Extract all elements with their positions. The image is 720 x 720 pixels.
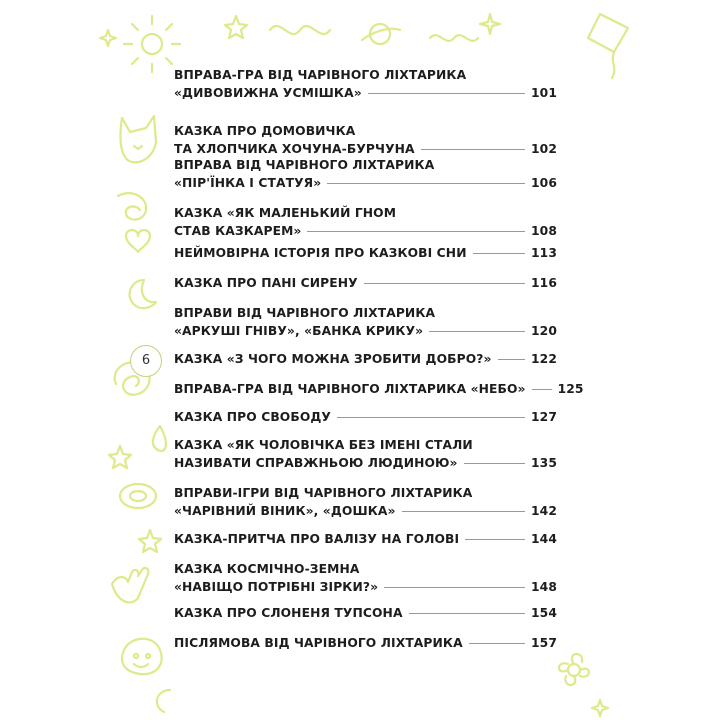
- toc-leader-line: [532, 389, 552, 390]
- sparkle-doodle-icon: [592, 700, 608, 716]
- toc-entry-page: 125: [557, 382, 584, 396]
- toc-entry[interactable]: [174, 560, 557, 596]
- sparkle-doodle-icon: [480, 14, 500, 34]
- toc-entry[interactable]: [174, 380, 584, 398]
- toc-entry[interactable]: [174, 530, 557, 548]
- toc-entry-title-line: «ДИВОВИЖНА УСМІШКА»: [174, 86, 362, 100]
- toc-entry-title-line: ВПРАВА ВІД ЧАРІВНОГО ЛІХТАРИКА: [174, 158, 435, 172]
- toc-entry-page: 120: [531, 324, 557, 338]
- toc-entry-title-line: КАЗКА ПРО ПАНІ СИРЕНУ: [174, 276, 358, 290]
- heart-doodle-icon: [126, 230, 150, 252]
- squiggle-doodle-icon: [270, 26, 330, 34]
- toc-entry-title-line: КАЗКА ПРО СЛОНЕНЯ ТУПСОНА: [174, 606, 403, 620]
- moon-doodle-icon: [130, 280, 156, 308]
- sparkle-doodle-icon: [100, 30, 116, 46]
- toc-leader-line: [307, 231, 525, 232]
- toc-entry[interactable]: [174, 484, 557, 520]
- toc-entry-title-line: НЕЙМОВІРНА ІСТОРІЯ ПРО КАЗКОВІ СНИ: [174, 246, 467, 260]
- toc-leader-line: [337, 417, 525, 418]
- toc-leader-line: [498, 359, 525, 360]
- planet-doodle-icon: [362, 24, 400, 44]
- toc-entry-title-line: «НАВІЩО ПОТРІБНІ ЗІРКИ?»: [174, 580, 379, 594]
- toc-leader-line: [402, 511, 525, 512]
- star-doodle-icon: [225, 16, 247, 38]
- toc-entry-title-line: КАЗКА «З ЧОГО МОЖНА ЗРОБИТИ ДОБРО?»: [174, 352, 492, 366]
- toc-entry[interactable]: [174, 304, 557, 340]
- toc-entry[interactable]: [174, 408, 557, 426]
- toc-entry[interactable]: [174, 634, 557, 652]
- toc-entry-title-line: НАЗИВАТИ СПРАВЖНЬОЮ ЛЮДИНОЮ»: [174, 456, 458, 470]
- toc-leader-line: [465, 539, 525, 540]
- toc-entry[interactable]: [174, 204, 557, 240]
- toc-entry-title-line: ПІСЛЯМОВА ВІД ЧАРІВНОГО ЛІХТАРИКА: [174, 636, 463, 650]
- toc-entry-page: 122: [531, 352, 557, 366]
- star-doodle-icon: [109, 446, 131, 468]
- toc-entry-title-line: КАЗКА «ЯК МАЛЕНЬКИЙ ГНОМ: [174, 206, 397, 220]
- toc-leader-line: [368, 93, 525, 94]
- toc-entry[interactable]: [174, 156, 557, 192]
- toc-entry[interactable]: [174, 436, 557, 472]
- toc-entry-title-line: ВПРАВИ-ІГРИ ВІД ЧАРІВНОГО ЛІХТАРИКА: [174, 486, 473, 500]
- toc-leader-line: [384, 587, 525, 588]
- toc-entry[interactable]: [174, 604, 557, 622]
- toc-entry-page: 144: [531, 532, 557, 546]
- toc-entry-title-line: КАЗКА-ПРИТЧА ПРО ВАЛІЗУ НА ГОЛОВІ: [174, 532, 460, 546]
- toc-entry-page: 108: [531, 224, 557, 238]
- drop-doodle-icon: [153, 426, 166, 451]
- hand-doodle-icon: [112, 568, 148, 602]
- toc-entry-title-line: ВПРАВА-ГРА ВІД ЧАРІВНОГО ЛІХТАРИКА «НЕБО»: [174, 382, 526, 396]
- toc-entry-title-line: «АРКУШІ ГНІВУ», «БАНКА КРИКУ»: [174, 324, 424, 338]
- toc-entry-page: 101: [531, 86, 557, 100]
- toc-entry-title-line: КАЗКА «ЯК ЧОЛОВІЧКА БЕЗ ІМЕНІ СТАЛИ: [174, 438, 473, 452]
- toc-entry-page: 102: [531, 142, 557, 156]
- toc-entry-page: 116: [531, 276, 557, 290]
- page-number: 6: [130, 345, 162, 377]
- toc-leader-line: [473, 253, 525, 254]
- toc-entry[interactable]: [174, 274, 557, 292]
- toc-entry-title-line: ТА ХЛОПЧИКА ХОЧУНА-БУРЧУНА: [174, 142, 415, 156]
- swirl-doodle-icon: [118, 193, 146, 219]
- toc-entry[interactable]: [174, 244, 557, 262]
- toc-entry-title-line: КАЗКА ПРО СВОБОДУ: [174, 410, 332, 424]
- toc-leader-line: [421, 149, 525, 150]
- toc-entry-title-line: «ПІР'ЇНКА І СТАТУЯ»: [174, 176, 322, 190]
- sun-doodle-icon: [124, 16, 180, 72]
- toc-entry-page: 154: [531, 606, 557, 620]
- toc-entry[interactable]: [174, 66, 557, 102]
- star-doodle-icon: [139, 530, 161, 552]
- toc-entry-title-line: ВПРАВА-ГРА ВІД ЧАРІВНОГО ЛІХТАРИКА: [174, 68, 467, 82]
- toc-leader-line: [364, 283, 525, 284]
- kite-doodle-icon: [588, 14, 628, 78]
- toc-leader-line: [327, 183, 525, 184]
- galaxy-doodle-icon: [120, 484, 156, 508]
- cat-face-doodle-icon: [120, 116, 156, 162]
- toc-entry-title-line: КАЗКА ПРО ДОМОВИЧКА: [174, 124, 356, 138]
- toc-leader-line: [464, 463, 525, 464]
- toc-entry-title-line: «ЧАРІВНИЙ ВІНИК», «ДОШКА»: [174, 504, 396, 518]
- toc-entry[interactable]: [174, 350, 557, 368]
- toc-leader-line: [469, 643, 525, 644]
- toc-entry-page: 135: [531, 456, 557, 470]
- toc-entry-title-line: ВПРАВИ ВІД ЧАРІВНОГО ЛІХТАРИКА: [174, 306, 436, 320]
- toc-leader-line: [429, 331, 525, 332]
- toc-entry-page: 142: [531, 504, 557, 518]
- toc-entry-page: 157: [531, 636, 557, 650]
- toc-entry-page: 127: [531, 410, 557, 424]
- squiggle-doodle-icon: [430, 35, 478, 41]
- toc-entry-page: 106: [531, 176, 557, 190]
- toc-leader-line: [409, 613, 525, 614]
- toc-entry[interactable]: [174, 122, 557, 158]
- flower-doodle-icon: [559, 654, 589, 685]
- toc-entry-page: 148: [531, 580, 557, 594]
- smiley-doodle-icon: [122, 639, 162, 675]
- moon-doodle-icon: [157, 690, 170, 712]
- toc-entry-page: 113: [531, 246, 557, 260]
- toc-entry-title-line: СТАВ КАЗКАРЕМ»: [174, 224, 302, 238]
- toc-entry-title-line: КАЗКА КОСМІЧНО-ЗЕМНА: [174, 562, 360, 576]
